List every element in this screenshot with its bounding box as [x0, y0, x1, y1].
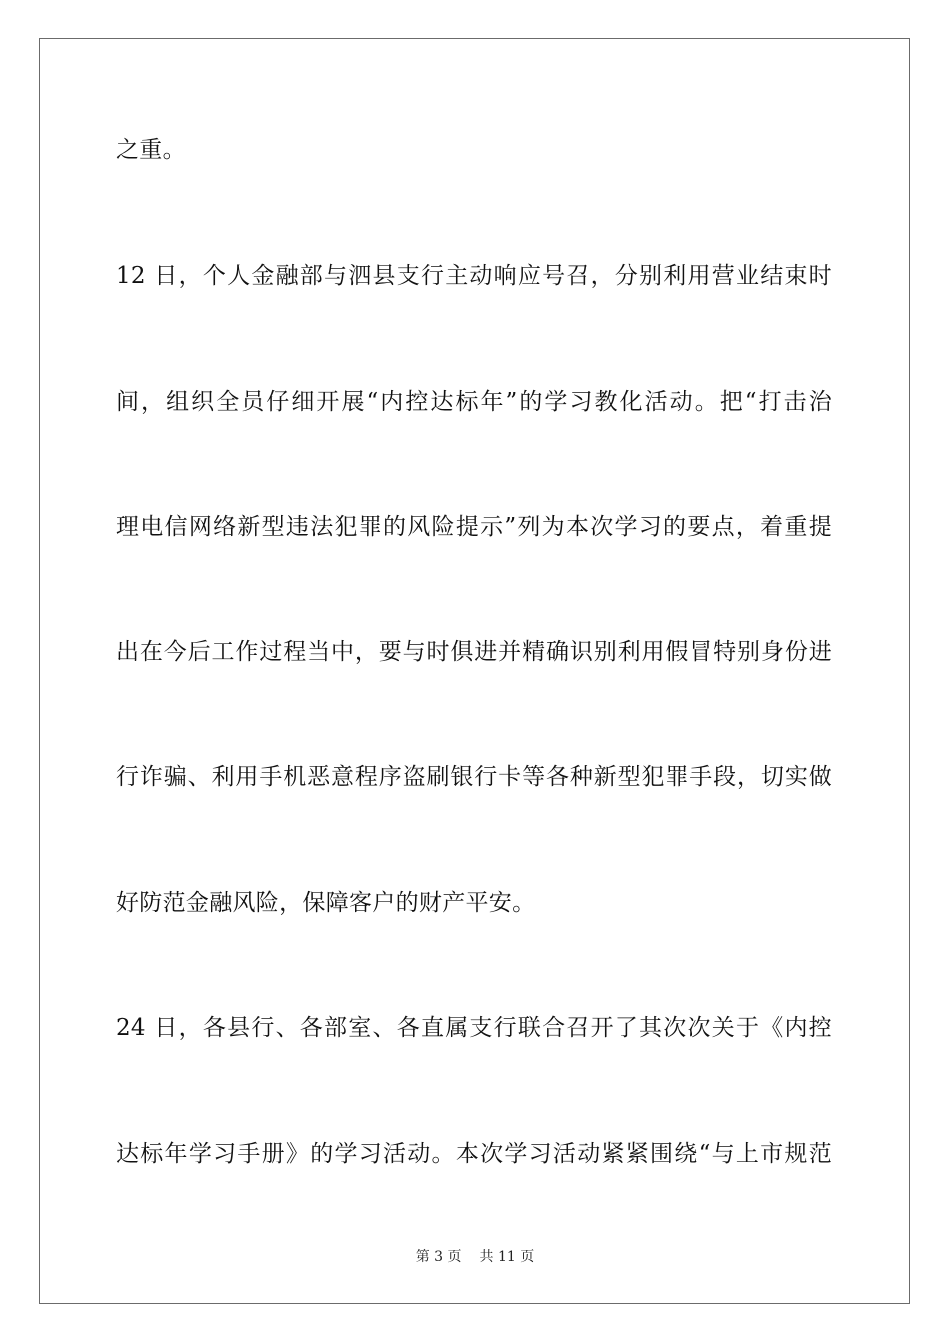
- body-text-line: 间，组织全员仔细开展“内控达标年”的学习教化活动。把“打击治: [116, 389, 832, 415]
- body-text-line: 之重。: [116, 137, 186, 163]
- body-text-line: 理电信网络新型违法犯罪的风险提示”列为本次学习的要点，着重提: [116, 514, 832, 540]
- body-text-line: 出在今后工作过程当中，要与时俱进并精确识别利用假冒特别身份进: [116, 639, 832, 665]
- page-border: [39, 38, 910, 1304]
- body-text-line: 12 日，个人金融部与泗县支行主动响应号召，分别利用营业结束时: [116, 263, 832, 289]
- page-footer: [0, 1248, 950, 1266]
- body-text-line: 24 日，各县行、各部室、各直属支行联合召开了其次次关于《内控: [116, 1015, 832, 1041]
- total-pages: 共 11 页: [479, 1249, 535, 1265]
- page-number: 第 3 页: [415, 1249, 462, 1265]
- body-text-line: 达标年学习手册》的学习活动。本次学习活动紧紧围绕“与上市规范: [116, 1141, 832, 1167]
- body-text-line: 行诈骗、利用手机恶意程序盗刷银行卡等各种新型犯罪手段，切实做: [116, 764, 832, 790]
- body-text-line: 好防范金融风险，保障客户的财产平安。: [116, 890, 536, 916]
